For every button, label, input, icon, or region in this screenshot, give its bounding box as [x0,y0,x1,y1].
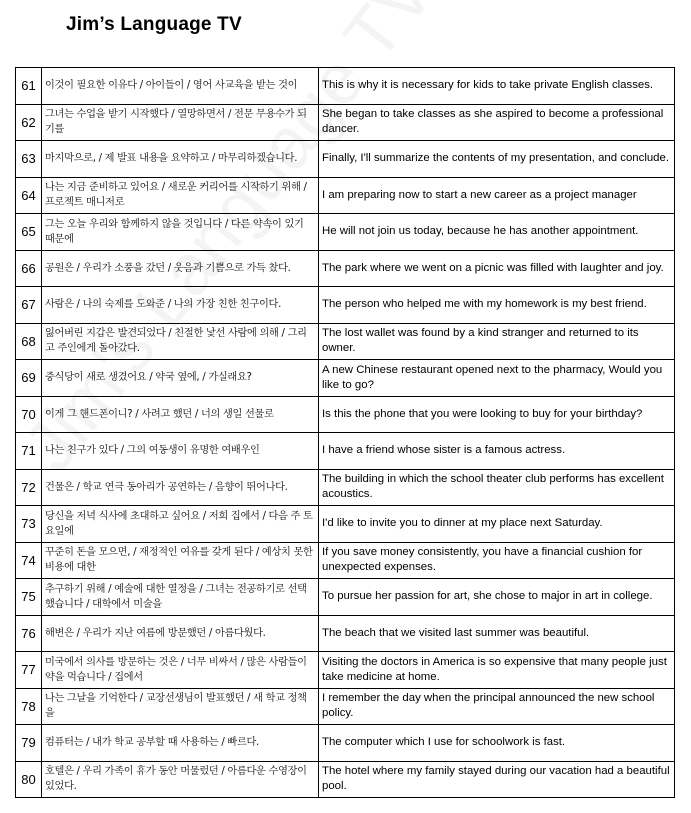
table-row [16,396,675,433]
english-sentence: I'd like to invite you to dinner at my place next Saturday. [319,506,675,543]
korean-sentence: 공원은 / 우리가 소풍을 갔던 / 웃음과 기쁨으로 가득 찼다. [42,250,319,287]
table-row [16,68,675,105]
korean-sentence: 추구하기 위해 / 예술에 대한 열정을 / 그녀는 전공하기로 선택했습니다 / 대학에서 미술을 [42,579,319,616]
korean-sentence: 해변은 / 우리가 지난 여름에 방문했던 / 아름다웠다. [42,615,319,652]
table-row [16,323,675,360]
sentence-table [15,67,675,798]
row-number: 61 [16,68,42,105]
english-sentence: Is this the phone that you were looking to buy for your birthday? [319,396,675,433]
table-row [16,615,675,652]
table-row [16,250,675,287]
korean-sentence: 미국에서 의사를 방문하는 것은 / 너무 비싸서 / 많은 사람들이 약을 먹습니다 / 집에서 [42,652,319,689]
row-number: 75 [16,579,42,616]
table-row [16,214,675,251]
row-number: 68 [16,323,42,360]
row-number: 71 [16,433,42,470]
table-row [16,506,675,543]
table-row [16,542,675,579]
english-sentence: The person who helped me with my homework is my best friend. [319,287,675,324]
english-sentence: She began to take classes as she aspired to become a professional dancer. [319,104,675,141]
korean-sentence: 나는 그날을 기억한다 / 교장선생님이 발표했던 / 새 학교 정책을 [42,688,319,725]
row-number: 80 [16,761,42,798]
row-number: 67 [16,287,42,324]
korean-sentence: 나는 지금 준비하고 있어요 / 새로운 커리어를 시작하기 위해 / 프로젝트 매니저로 [42,177,319,214]
page-title: Jim’s Language TV [66,14,242,35]
table-row [16,761,675,798]
table-row [16,433,675,470]
row-number: 65 [16,214,42,251]
row-number: 76 [16,615,42,652]
row-number: 73 [16,506,42,543]
row-number: 63 [16,141,42,178]
english-sentence: To pursue her passion for art, she chose to major in art in college. [319,579,675,616]
table-row [16,725,675,762]
korean-sentence: 컴퓨터는 / 내가 학교 공부할 때 사용하는 / 빠르다. [42,725,319,762]
row-number: 79 [16,725,42,762]
korean-sentence: 사람은 / 나의 숙제를 도와준 / 나의 가장 친한 친구이다. [42,287,319,324]
english-sentence: The lost wallet was found by a kind stranger and returned to its owner. [319,323,675,360]
english-sentence: I remember the day when the principal announced the new school policy. [319,688,675,725]
korean-sentence: 그녀는 수업을 받기 시작했다 / 열망하면서 / 전문 무용수가 되기를 [42,104,319,141]
row-number: 72 [16,469,42,506]
english-sentence: He will not join us today, because he has another appointment. [319,214,675,251]
row-number: 66 [16,250,42,287]
korean-sentence: 건물은 / 학교 연극 동아리가 공연하는 / 음향이 뛰어나다. [42,469,319,506]
table-row [16,688,675,725]
korean-sentence: 꾸준히 돈을 모으면, / 재정적인 여유를 갖게 된다 / 예상치 못한 비용에 대한 [42,542,319,579]
korean-sentence: 잃어버린 지갑은 발견되었다 / 친절한 낯선 사람에 의해 / 그리고 주인에게 돌아갔다. [42,323,319,360]
english-sentence: This is why it is necessary for kids to take private English classes. [319,68,675,105]
english-sentence: I have a friend whose sister is a famous actress. [319,433,675,470]
table-row [16,469,675,506]
english-sentence: A new Chinese restaurant opened next to the pharmacy, Would you like to go? [319,360,675,397]
english-sentence: The beach that we visited last summer was beautiful. [319,615,675,652]
korean-sentence: 당신을 저녁 식사에 초대하고 싶어요 / 저희 집에서 / 다음 주 토요일에 [42,506,319,543]
english-sentence: If you save money consistently, you have a financial cushion for unexpected expenses. [319,542,675,579]
english-sentence: The computer which I use for schoolwork is fast. [319,725,675,762]
row-number: 69 [16,360,42,397]
english-sentence: Finally, I'll summarize the contents of my presentation, and conclude. [319,141,675,178]
table-row [16,579,675,616]
korean-sentence: 마지막으로, / 제 발표 내용을 요약하고 / 마무리하겠습니다. [42,141,319,178]
korean-sentence: 중식당이 새로 생겼어요 / 약국 옆에, / 가실래요? [42,360,319,397]
table-row [16,360,675,397]
table-row [16,141,675,178]
korean-sentence: 이게 그 핸드폰이니? / 사려고 했던 / 너의 생일 선물로 [42,396,319,433]
row-number: 77 [16,652,42,689]
english-sentence: The hotel where my family stayed during our vacation had a beautiful pool. [319,761,675,798]
row-number: 62 [16,104,42,141]
korean-sentence: 호텔은 / 우리 가족이 휴가 동안 머물렀던 / 아름다운 수영장이 있었다. [42,761,319,798]
row-number: 74 [16,542,42,579]
korean-sentence: 그는 오늘 우리와 함께하지 않을 것입니다 / 다른 약속이 있기 때문에 [42,214,319,251]
korean-sentence: 이것이 필요한 이유다 / 아이들이 / 영어 사교육을 받는 것이 [42,68,319,105]
row-number: 64 [16,177,42,214]
table-row [16,104,675,141]
english-sentence: Visiting the doctors in America is so expensive that many people just take medicine at home. [319,652,675,689]
korean-sentence: 나는 친구가 있다 / 그의 여동생이 유명한 여배우인 [42,433,319,470]
english-sentence: The park where we went on a picnic was filled with laughter and joy. [319,250,675,287]
row-number: 78 [16,688,42,725]
english-sentence: I am preparing now to start a new career as a project manager [319,177,675,214]
table-row [16,287,675,324]
english-sentence: The building in which the school theater club performs has excellent acoustics. [319,469,675,506]
table-row [16,177,675,214]
table-row [16,652,675,689]
row-number: 70 [16,396,42,433]
